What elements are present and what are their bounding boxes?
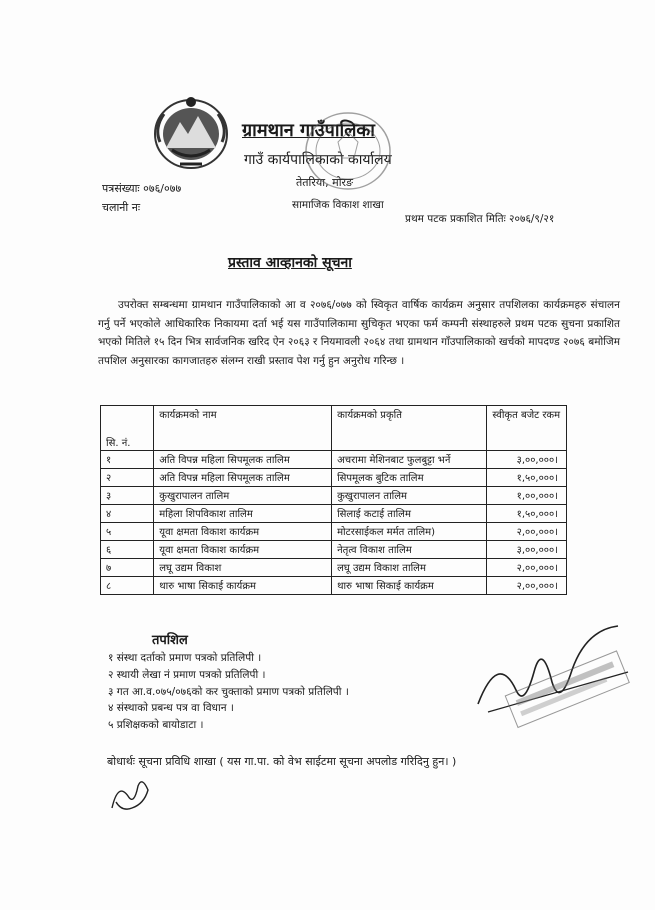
table-row (101, 505, 567, 523)
header-program-nature: कार्यक्रमको प्रकृति (332, 406, 487, 451)
cell-program-name: कुखुरापालन तालिम (154, 487, 332, 505)
table-row (101, 541, 567, 559)
cell-serial: १ (101, 451, 154, 469)
list-item: ३ गत आ.व.०७५/०७६को कर चुक्ताको प्रमाण पत्रको प्रतिलिपी । (108, 685, 349, 698)
table-row (101, 487, 567, 505)
cell-program-nature: सिपमूलक बुटिक तालिम (332, 469, 487, 487)
cell-program-name: अति विपन्न महिला सिपमूलक तालिम (154, 451, 332, 469)
cell-budget: २,००,०००। (487, 577, 567, 595)
cell-program-name: महिला शिपविकाश तालिम (154, 505, 332, 523)
office-section: सामाजिक विकाश शाखा (292, 199, 384, 211)
list-item: ५ प्रशिक्षकको बायोडाटा । (108, 719, 204, 732)
notice-body: उपरोक्त सम्बन्धमा ग्रामथान गाउँपालिकाको आ व २०७६/०७७ को स्विकृत वार्षिक कार्यक्रम अनुसार तपशिलका कार्यक्रमहरु संचालन गर्नु पर्ने भएकोले आधिकारिक निकायमा दर्ता भई यस गाउँपालिकामा सुचिकृत भएका फर्म कम्पनी संस्थाहरुले प्रथम पटक सुचना प्रकाशित भएको मितिले १५ दिन भित्र सार्वजनिक खरिद ऐन २०६३ र नियमावली २०६४ तथा ग्रामथान गाँउपालिकाको खर्चको मापदण्ड २०७६ बमोजिम तपशिल अनुसारका कागजातहरु संलग्न राखी प्रस्ताव पेश गर्नु हुन अनुरोध गरिन्छ । (98, 299, 620, 367)
cell-budget: १,५०,०००। (487, 505, 567, 523)
office-location: तेतरिया, मोरङ (296, 176, 354, 189)
cell-program-nature: नेतृत्व विकाश तालिम (332, 541, 487, 559)
letter-number: पत्रसंख्याः ०७६/०७७ (102, 182, 182, 195)
table-row (101, 523, 567, 541)
table-row (101, 559, 567, 577)
cell-serial: ४ (101, 505, 154, 523)
cell-budget: २,००,०००। (487, 523, 567, 541)
cell-program-nature: लघू उद्यम विकाश तालिम (332, 559, 487, 577)
table-row (101, 451, 567, 469)
cell-budget: २,००,०००। (487, 559, 567, 577)
dispatch-number: चलानी नः (102, 201, 141, 214)
cell-program-nature: थारु भाषा सिकाई कार्यक्रम (332, 577, 487, 595)
cell-program-nature: कुखुरापालन तालिम (332, 487, 487, 505)
initial-signature-icon (108, 772, 152, 816)
details-title: तपशिल (152, 633, 188, 648)
details-list (108, 650, 349, 734)
cc-line: बोधार्थः सूचना प्रविधि शाखा ( यस गा.पा. को वेभ साईटमा सूचना अपलोड गरिदिनु हुन। ) (107, 755, 457, 768)
cell-program-name: यूवा क्षमता विकाश कार्यक्रम (154, 541, 332, 559)
office-name: ग्रामथान गाउँपालिका (242, 120, 375, 141)
table-header-row (101, 406, 567, 451)
cell-serial: ६ (101, 541, 154, 559)
cell-serial: ३ (101, 487, 154, 505)
cell-program-nature: सिलाई कटाई तालिम (332, 505, 487, 523)
list-item: ४ संस्थाको प्रबन्ध पत्र वा विधान । (108, 702, 234, 715)
header-serial: सि. नं. (101, 406, 154, 451)
table-row (101, 469, 567, 487)
table-row (101, 577, 567, 595)
cell-program-name: लघू उद्यम विकाश (154, 559, 332, 577)
cell-serial: ७ (101, 559, 154, 577)
cell-serial: ५ (101, 523, 154, 541)
cell-program-name: यूवा क्षमता विकाश कार्यक्रम (154, 523, 332, 541)
cell-program-nature: अचरामा मेशिनबाट फुलबुट्टा भर्ने (332, 451, 487, 469)
cell-program-name: अति विपन्न महिला सिपमूलक तालिम (154, 469, 332, 487)
header-budget: स्वीकृत बजेट रकम (487, 406, 567, 451)
cell-budget: १,५०,०००। (487, 469, 567, 487)
officer-signature-icon (468, 612, 638, 732)
cell-serial: २ (101, 469, 154, 487)
government-emblem-icon (150, 92, 232, 172)
published-date: प्रथम पटक प्रकाशित मितिः २०७६/९/२१ (405, 213, 555, 225)
program-table (100, 405, 567, 595)
cell-serial: ८ (101, 577, 154, 595)
cell-program-name: थारु भाषा सिकाई कार्यक्रम (154, 577, 332, 595)
list-item: २ स्थायी लेखा नं प्रमाण पत्रको प्रतिलिपी । (108, 668, 266, 681)
office-stamp-icon (298, 106, 398, 196)
cell-budget: ३,००,०००। (487, 451, 567, 469)
cell-budget: १,००,०००। (487, 487, 567, 505)
list-item: १ संस्था दर्ताको प्रमाण पत्रको प्रतिलिपी । (108, 652, 262, 664)
notice-title: प्रस्ताव आव्हानको सूचना (228, 255, 352, 271)
cell-budget: ३,००,०००। (487, 541, 567, 559)
cell-program-nature: मोटरसाईकल मर्मत तालिम) (332, 523, 487, 541)
office-subtitle: गाउँ कार्यपालिकाको कार्यालय (244, 152, 392, 168)
header-program-name: कार्यक्रमको नाम (154, 406, 332, 451)
